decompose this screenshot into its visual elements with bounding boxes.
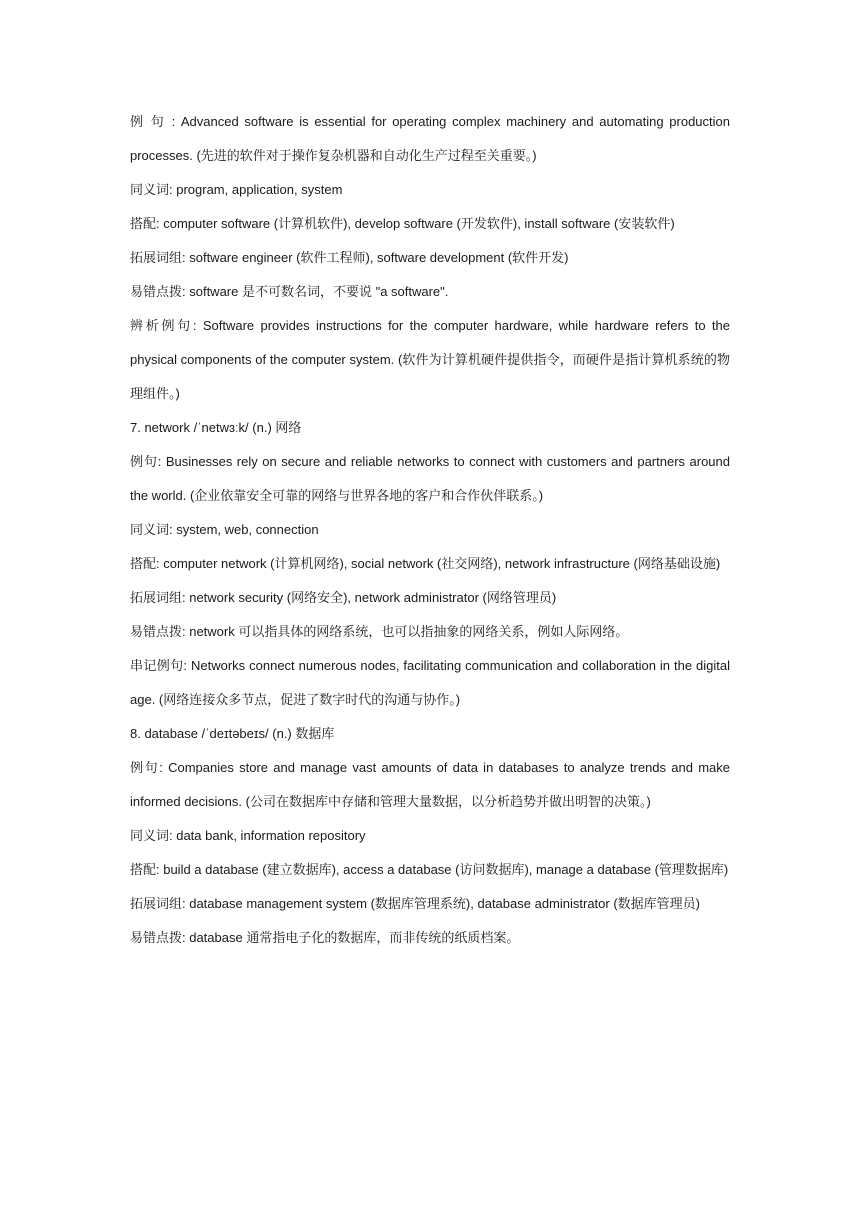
phrases-database: 拓展词组: database management system (数据库管理系统), database administrator (数据库管理员) (130, 896, 700, 911)
error-tip-software: 易错点拨: software 是不可数名词，不要说 "a software". (130, 284, 449, 299)
synonyms-database: 同义词: data bank, information repository (130, 828, 366, 843)
entry-heading-network: 7. network /ˈnetwɜːk/ (n.) 网络 (130, 420, 302, 435)
phrases-software: 拓展词组: software engineer (软件工程师), software development (软件开发) (130, 250, 569, 265)
contrast-example-software: 辨析例句: Software provides instructions for the computer hardware, while hardware refers to the physical components of the computer system. (软件为计算机硬件提供指令，而硬件是指计算机系统的物理组件。) (130, 318, 730, 401)
synonyms-software: 同义词: program, application, system (130, 182, 343, 197)
entry-heading-database: 8. database /ˈdeɪtəbeɪs/ (n.) 数据库 (130, 726, 335, 741)
example-sentence-database: 例句: Companies store and manage vast amounts of data in databases to analyze trends and make informed decisions. (公司在数据库中存储和管理大量数据，以分析趋势并做出明智的决策。) (130, 760, 730, 809)
synonyms-network: 同义词: system, web, connection (130, 522, 319, 537)
collocations-software: 搭配: computer software (计算机软件), develop software (开发软件), install software (安装软件) (130, 216, 675, 231)
collocations-network: 搭配: computer network (计算机网络), social network (社交网络), network infrastructure (网络基础设施) (130, 556, 721, 571)
error-tip-network: 易错点拨: network 可以指具体的网络系统，也可以指抽象的网络关系，例如人际网络。 (130, 624, 629, 639)
example-sentence-software: 例 句 : Advanced software is essential for operating complex machinery and automating production processes. (先进的软件对于操作复杂机器和自动化生产过程至关重要。) (130, 114, 730, 163)
phrases-network: 拓展词组: network security (网络安全), network administrator (网络管理员) (130, 590, 557, 605)
example-sentence-network: 例句: Businesses rely on secure and reliable networks to connect with customers and partners around the world. (企业依靠安全可靠的网络与世界各地的客户和合作伙伴联系。) (130, 454, 730, 503)
error-tip-database: 易错点拨: database 通常指电子化的数据库，而非传统的纸质档案。 (130, 930, 520, 945)
document-body (130, 105, 730, 955)
linked-example-network: 串记例句: Networks connect numerous nodes, facilitating communication and collaboration in the digital age. (网络连接众多节点，促进了数字时代的沟通与协作。) (130, 658, 730, 707)
collocations-database: 搭配: build a database (建立数据库), access a database (访问数据库), manage a database (管理数据库) (130, 862, 729, 877)
